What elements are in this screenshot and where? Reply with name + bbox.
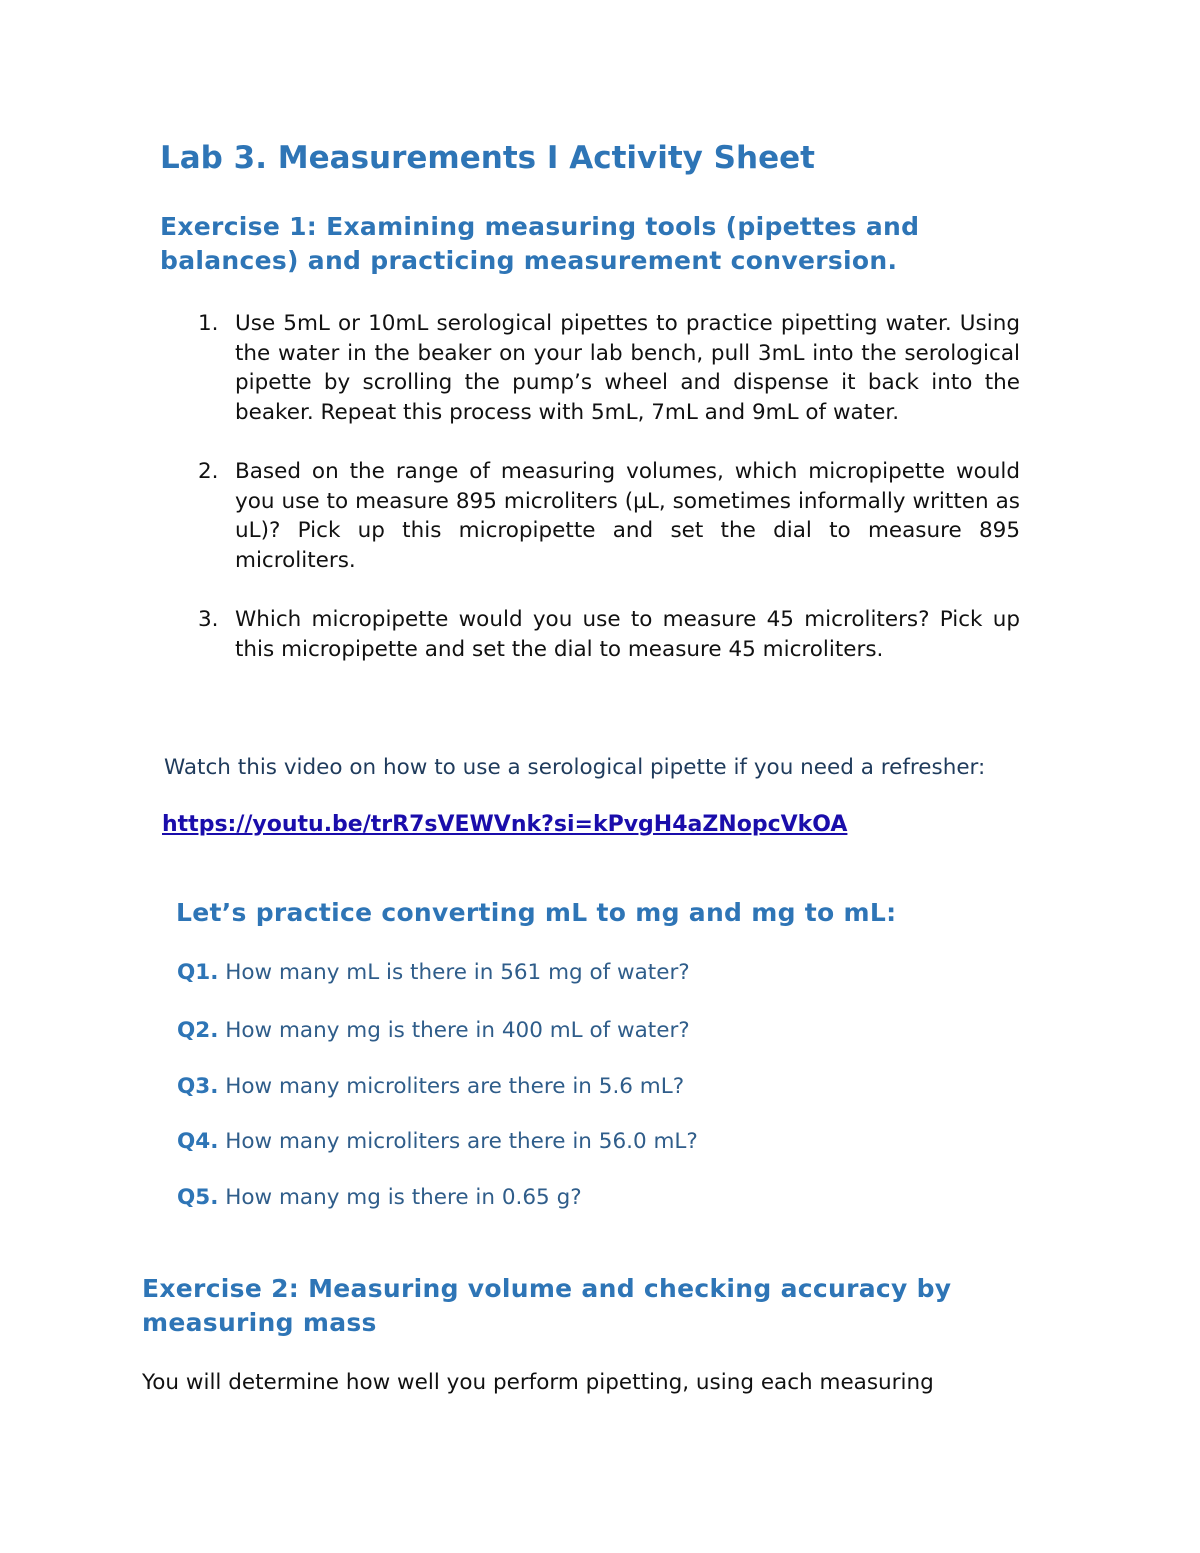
exercise2-heading: Exercise 2: Measuring volume and checking accuracy by measuring mass <box>142 1274 952 1337</box>
question-q3 <box>177 1074 684 1099</box>
page-title: Lab 3. Measurements I Activity Sheet <box>160 140 815 176</box>
exercise2-body: You will determine how well you perform pipetting, using each measuring <box>142 1370 934 1395</box>
question-label: Q4. <box>177 1129 219 1154</box>
list-item <box>198 457 1020 575</box>
question-q4 <box>177 1129 698 1154</box>
practice-heading: Let’s practice converting mL to mg and mg to mL: <box>176 898 897 927</box>
list-item-text: Use 5mL or 10mL serological pipettes to practice pipetting water. Using the water in the beaker on your lab bench, pull 3mL into the serological pipette by scrolling the pump’s wheel and dispense it back into the beaker. Repeat this process with 5mL, 7mL and 9mL of water. <box>235 311 1020 425</box>
list-item <box>198 309 1020 427</box>
question-label: Q3. <box>177 1074 219 1099</box>
exercise1-heading: Exercise 1: Examining measuring tools (pipettes and balances) and practicing measurement conversion. <box>160 212 920 275</box>
question-text: How many mg is there in 400 mL of water? <box>218 1018 690 1043</box>
question-text: How many microliters are there in 56.0 mL? <box>218 1129 698 1154</box>
question-label: Q1. <box>177 960 219 985</box>
exercise1-list <box>198 309 1020 694</box>
question-q2 <box>177 1018 690 1043</box>
question-text: How many mg is there in 0.65 g? <box>218 1185 582 1210</box>
list-item-text: Based on the range of measuring volumes, which micropipette would you use to measure 895 microliters (µL, sometimes informally written as uL)? Pick up this micropipette and set the dial to measure 895 microliters. <box>235 458 1020 573</box>
list-item-number: 1. <box>198 311 219 336</box>
list-item-number: 3. <box>198 606 219 632</box>
list-item-text: Which micropipette would you use to measure 45 microliters? Pick up this micropipette and set the dial to measure 45 microliters. <box>235 606 1020 662</box>
video-link[interactable]: https://youtu.be/trR7sVEWVnk?si=kPvgH4aZNopcVkOA <box>162 812 848 837</box>
video-note: Watch this video on how to use a serological pipette if you need a refresher: <box>164 755 986 780</box>
question-label: Q2. <box>177 1018 219 1043</box>
question-text: How many microliters are there in 5.6 mL? <box>218 1074 685 1099</box>
question-q1 <box>177 960 690 985</box>
question-label: Q5. <box>177 1185 219 1210</box>
question-q5 <box>177 1185 582 1210</box>
list-item-number: 2. <box>198 458 219 484</box>
list-item <box>198 605 1020 664</box>
question-text: How many mL is there in 561 mg of water? <box>218 960 690 985</box>
